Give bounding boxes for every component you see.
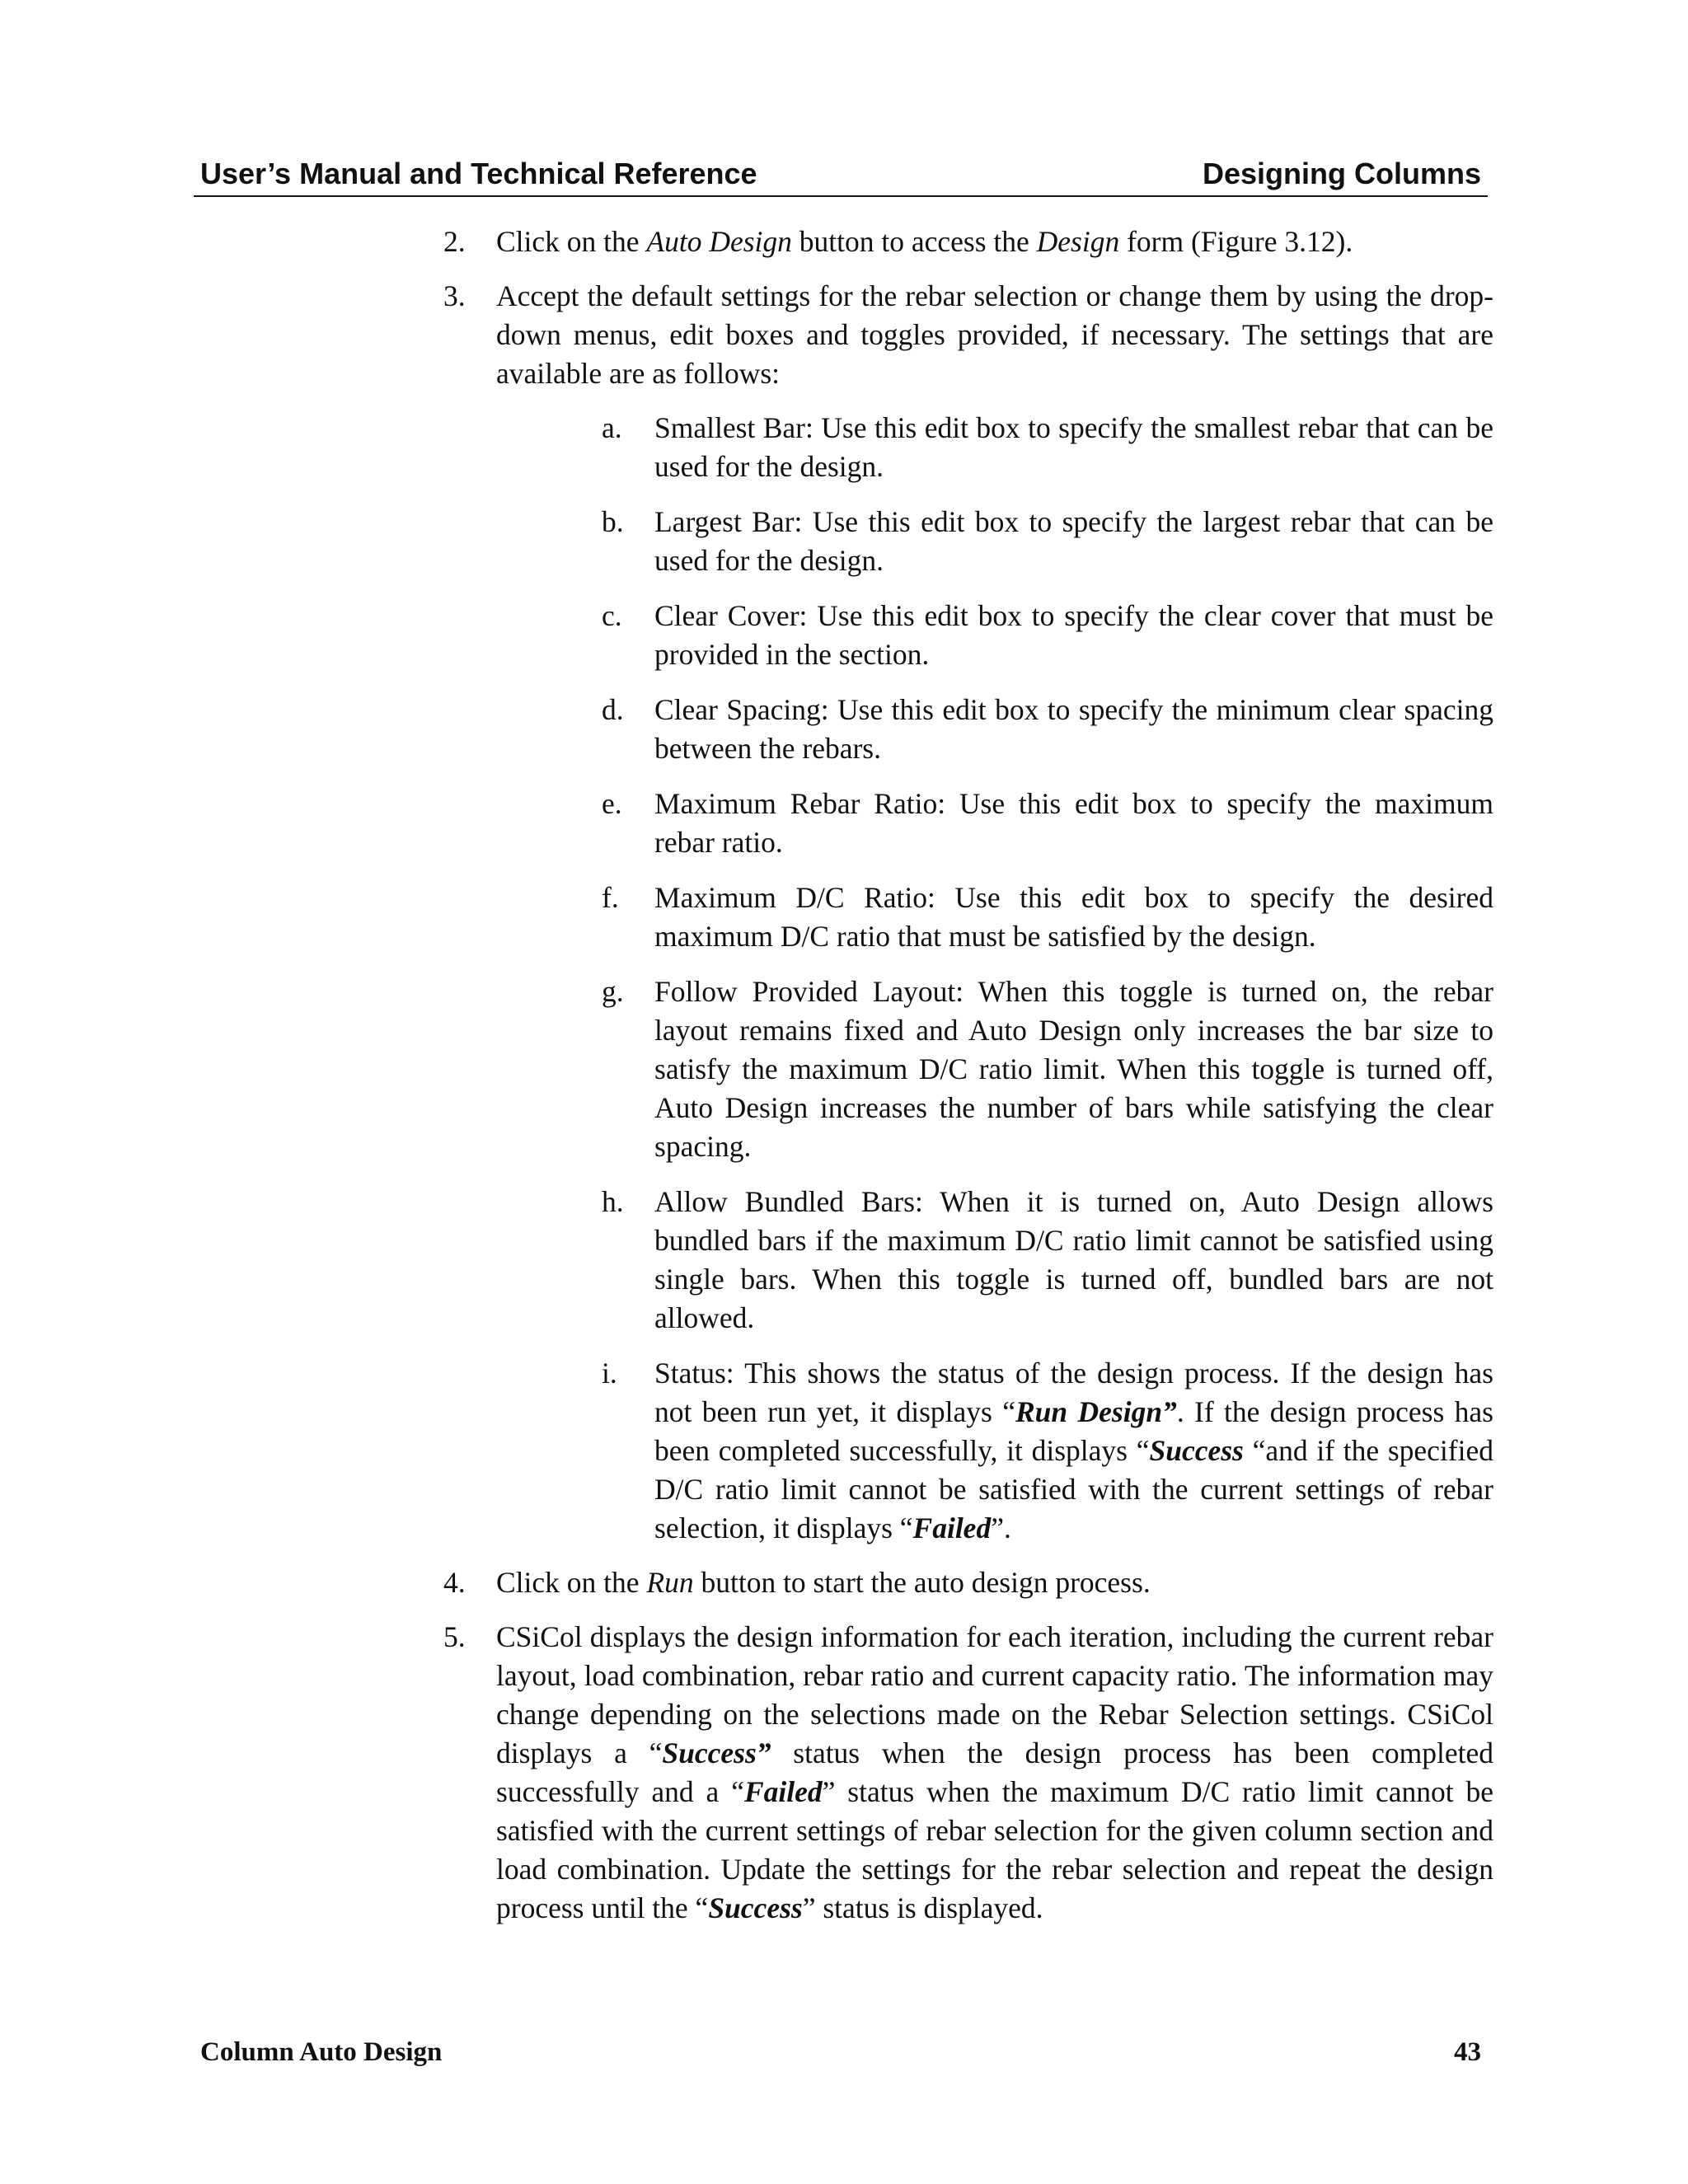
list-item — [496, 785, 1493, 862]
item-text: Clear Spacing: Use this edit box to specify the minimum clear spacing between the rebars. — [654, 693, 1493, 765]
item-text: Clear Cover: Use this edit box to specify the clear cover that must be provided in the section. — [654, 599, 1493, 671]
item-letter: e. — [602, 787, 622, 820]
list-item — [496, 503, 1493, 580]
list-item — [496, 1354, 1493, 1548]
run-design-status: Run Design” — [1015, 1395, 1177, 1428]
step-text: Click on the Auto Design button to access the Design form (Figure 3.12). — [496, 225, 1353, 258]
step-number: 5. — [443, 1620, 466, 1653]
settings-list — [496, 409, 1493, 1548]
step-number: 3. — [443, 279, 466, 312]
footer-section-title: Column Auto Design — [200, 2037, 443, 2067]
list-item — [496, 691, 1493, 768]
header-chapter-title: Designing Columns — [1202, 157, 1481, 190]
item-text: Largest Bar: Use this edit box to specify the largest rebar that can be used for the design. — [654, 505, 1493, 577]
item-text: Follow Provided Layout: When this toggle is turned on, the rebar layout remains fixed and Auto Design only increases the bar size to satisfy the maximum D/C ratio limit. When this toggle is turned off, Auto Design increases the number of bars while satisfying the clear spacing. — [654, 975, 1493, 1163]
auto-design-term: Auto Design — [646, 225, 792, 258]
success-status: Success” — [662, 1736, 771, 1769]
item-letter: h. — [602, 1185, 624, 1218]
item-letter: d. — [602, 693, 624, 726]
page-body — [437, 223, 1493, 1943]
step-text: Accept the default settings for the rebar selection or change them by using the drop-down menus, edit boxes and toggles provided, if necessary. The settings that are available are as follows: — [496, 279, 1493, 390]
header-manual-title: User’s Manual and Technical Reference — [200, 157, 757, 190]
page-number: 43 — [1454, 2037, 1481, 2067]
step-text: Click on the Run button to start the auto design process. — [496, 1566, 1151, 1599]
item-letter: b. — [602, 505, 624, 538]
list-item — [496, 879, 1493, 956]
step-text: CSiCol displays the design information for each iteration, including the current rebar layout, load combination, rebar ratio and current capacity ratio. The information may change depending on the selections made on the Rebar Selection settings. CSiCol displays a “Success” status when the design process has been completed successfully and a “Failed” status when the maximum D/C ratio limit cannot be satisfied with the current settings of rebar selection for the given column section and load combination. Update the settings for the rebar selection and repeat the design process until the “Success” status is displayed. — [496, 1620, 1493, 1924]
item-text: Maximum D/C Ratio: Use this edit box to specify the desired maximum D/C ratio that must be satisfied by the design. — [654, 881, 1493, 953]
step-5 — [437, 1618, 1493, 1928]
design-term: Design — [1036, 225, 1120, 258]
step-2 — [437, 223, 1493, 261]
item-text: Status: This shows the status of the design process. If the design has not been run yet, it displays “Run Design”. If the design process has been completed successfully, it displays “Success “and if the specified D/C ratio limit cannot be satisfied with the current settings of rebar selection, it displays “Failed”. — [654, 1357, 1493, 1544]
list-item — [496, 972, 1493, 1166]
list-item — [496, 409, 1493, 486]
item-text: Allow Bundled Bars: When it is turned on, Auto Design allows bundled bars if the maximum D/C ratio limit cannot be satisfied using single bars. When this toggle is turned off, bundled bars are not allowed. — [654, 1185, 1493, 1334]
step-number: 2. — [443, 225, 466, 258]
failed-status: Failed — [743, 1775, 823, 1808]
step-number: 4. — [443, 1566, 466, 1599]
step-3 — [437, 277, 1493, 1548]
success-status: Success — [708, 1891, 803, 1924]
item-letter: c. — [602, 599, 622, 632]
step-4 — [437, 1563, 1493, 1602]
list-item — [496, 1183, 1493, 1338]
item-text: Smallest Bar: Use this edit box to specify the smallest rebar that can be used for the design. — [654, 411, 1493, 483]
item-letter: i. — [602, 1357, 617, 1390]
item-letter: g. — [602, 975, 624, 1008]
failed-status: Failed — [912, 1511, 992, 1544]
item-letter: a. — [602, 411, 622, 444]
success-status: Success — [1149, 1434, 1244, 1467]
item-text: Maximum Rebar Ratio: Use this edit box to specify the maximum rebar ratio. — [654, 787, 1493, 859]
run-term: Run — [646, 1566, 694, 1599]
page-header — [194, 156, 1488, 197]
item-letter: f. — [602, 881, 619, 914]
list-item — [496, 597, 1493, 674]
